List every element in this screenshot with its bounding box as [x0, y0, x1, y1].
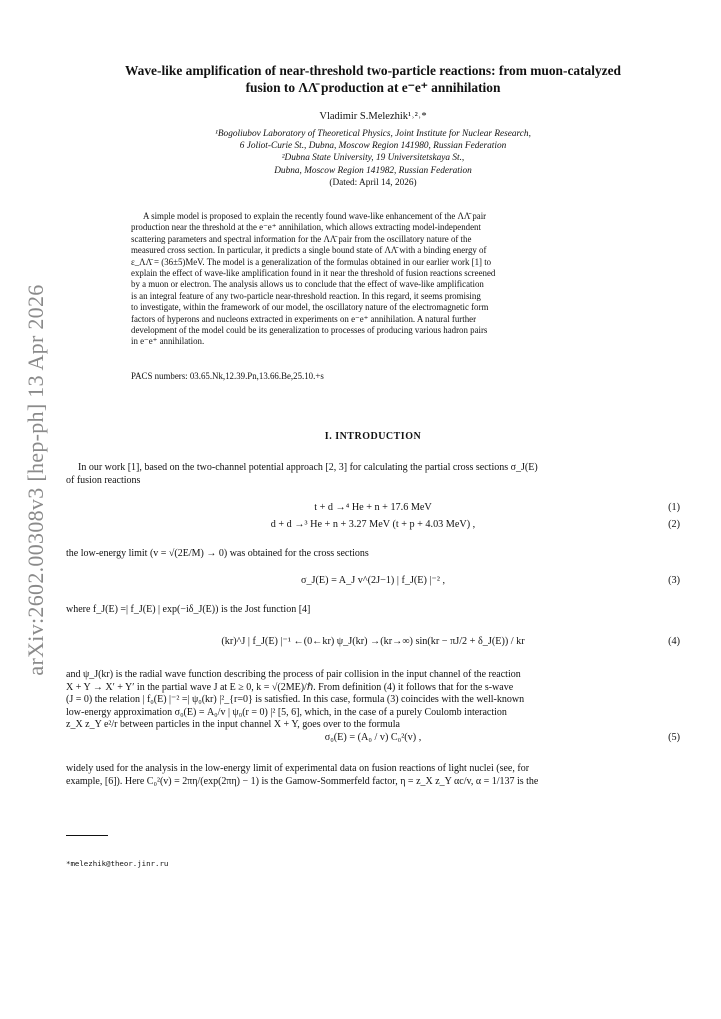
abstract-line: in e⁻e⁺ annihilation. [131, 336, 205, 347]
abstract-line: development of the model could be its generalization to processes of producing various hadron pairs [131, 325, 488, 336]
abstract-line: scattering parameters and spectral information for the ΛΛ̄ pair from the oscillatory nature of the [131, 233, 472, 244]
text-line: of fusion reactions [66, 474, 141, 486]
equation-body: σ₀(E) = (A₀ / v) C₀²(v) , [324, 732, 422, 743]
equation-3 [66, 575, 680, 589]
abstract-line: factors of hyperons and nucleons extracted in experiments on e⁻e⁺ annihilation. A natural further [131, 313, 477, 324]
paragraph [66, 462, 680, 487]
paragraph [66, 763, 680, 788]
footnote-rule [66, 835, 108, 836]
abstract [131, 211, 615, 348]
author: Vladimir S.Melezhik¹˒²˒* [319, 111, 427, 122]
text-line: the low-energy limit (v = √(2E/M) → 0) was obtained for the cross sections [66, 548, 369, 559]
abstract-line: to investigate, within the framework of our model, the oscillatory nature of the electromagnetic form [131, 302, 489, 313]
affiliation-line: 6 Joliot-Curie St., Dubna, Moscow Region 141980, Russian Federation [239, 141, 507, 152]
paragraph [66, 548, 680, 561]
section-heading: I. INTRODUCTION [324, 431, 422, 442]
paragraph [66, 604, 680, 617]
text-line: where f_J(E) =| f_J(E) | exp(−iδ_J(E)) is the Jost function [4] [66, 604, 311, 615]
pacs-numbers: PACS numbers: 03.65.Nk,12.39.Pn,13.66.Be,25.10.+s [131, 371, 324, 381]
text-line: z_X z_Y e²/r between particles in the input channel X + Y, goes over to the formula [66, 719, 400, 730]
text-line: low-energy approximation σ₀(E) = A₀/v | ψ₀(r = 0) |² [5, 6], which, in the case of a purely Coulomb interaction [66, 706, 507, 718]
text-line: and ψ_J(kr) is the radial wave function describing the process of pair collision in the input channel of the reaction [66, 669, 521, 680]
title-line: fusion to ΛΛ̄ production at e⁻e⁺ annihilation [245, 80, 501, 95]
equation-body: σ_J(E) = A_J v^(2J−1) | f_J(E) |⁻² , [300, 575, 446, 586]
abstract-line: by a muon or electron. The analysis allows us to conclude that the effect of wave-like amplification [131, 279, 484, 290]
equation-number: (4) [668, 636, 680, 647]
abstract-line: ε_ΛΛ̄ = (36±5)MeV. The model is a generalization of the formulas obtained in our earlier work [1] to [131, 256, 492, 267]
abstract-line: explain the effect of wave-like amplification found in it near the threshold of fusion reactions screened [131, 268, 496, 279]
equation-body: d + d →³ He + n + 3.27 MeV (t + p + 4.03 MeV) , [270, 519, 476, 530]
text-line: X + Y → X′ + Y′ in the partial wave J at E ≥ 0, k = √(2ME)/ℏ. From definition (4) it follows that for the s-wave [66, 681, 514, 693]
footnote-email: *melezhik@theor.jinr.ru [66, 859, 169, 868]
equation-number: (1) [668, 502, 680, 513]
equation-4 [66, 636, 680, 650]
text-line: widely used for the analysis in the low-energy limit of experimental data on fusion reactions of light nuclei (see, for [66, 763, 530, 774]
abstract-line: is an integral feature of any two-particle near-threshold reaction. In this regard, it seems promising [131, 290, 481, 301]
affiliation-line: Dubna, Moscow Region 141982, Russian Federation [274, 165, 472, 176]
abstract-line: A simple model is proposed to explain the recently found wave-like enhancement of the ΛΛ̄ pair [143, 211, 487, 221]
equation-number: (3) [668, 575, 680, 586]
title-line: Wave-like amplification of near-threshold two-particle reactions: from muon-catalyzed [125, 63, 621, 78]
arxiv-sidebar-stamp [18, 284, 54, 676]
text-line: (J = 0) the relation | f₀(E) |⁻² =| ψ₀(kr) |²_{r=0} is satisfied. In this case, formula (3) coincides with the well-known [66, 694, 525, 705]
abstract-line: measured cross section. In particular, it predicts a single bound state of ΛΛ̄ with a binding energy of [131, 245, 487, 256]
equation-1 [66, 502, 680, 516]
equation-5 [66, 732, 680, 746]
equation-body: (kr)^J | f_J(E) |⁻¹ ←(0←kr) ψ_J(kr) →(kr→∞) sin(kr − πJ/2 + δ_J(E)) / kr [221, 636, 525, 647]
affiliations [66, 128, 680, 189]
text-line: In our work [1], based on the two-channel potential approach [2, 3] for calculating the partial cross sections σ_J(E) [78, 462, 538, 473]
paper-title [66, 62, 680, 96]
equation-body: t + d →⁴ He + n + 17.6 MeV [314, 502, 432, 513]
equation-2 [66, 519, 680, 533]
equation-number: (2) [668, 519, 680, 530]
equation-number: (5) [668, 732, 680, 743]
paragraph [66, 669, 680, 732]
text-line: example, [6]). Here C₀²(v) = 2πη/(exp(2πη) − 1) is the Gamow-Sommerfeld factor, η = z_X z_Y αc/v, α = 1/137 is the [66, 775, 539, 787]
dated: (Dated: April 14, 2026) [329, 177, 417, 188]
arxiv-id: arXiv:2602.00308v3 [hep-ph] 13 Apr 2026 [23, 284, 48, 676]
affiliation-line: ²Dubna State University, 19 Universitetskaya St., [281, 153, 465, 164]
affiliation-line: ¹Bogoliubov Laboratory of Theoretical Physics, Joint Institute for Nuclear Research, [215, 129, 531, 139]
abstract-line: production near the threshold at the e⁻e⁺ annihilation, which allows extracting model-independent [131, 222, 481, 233]
